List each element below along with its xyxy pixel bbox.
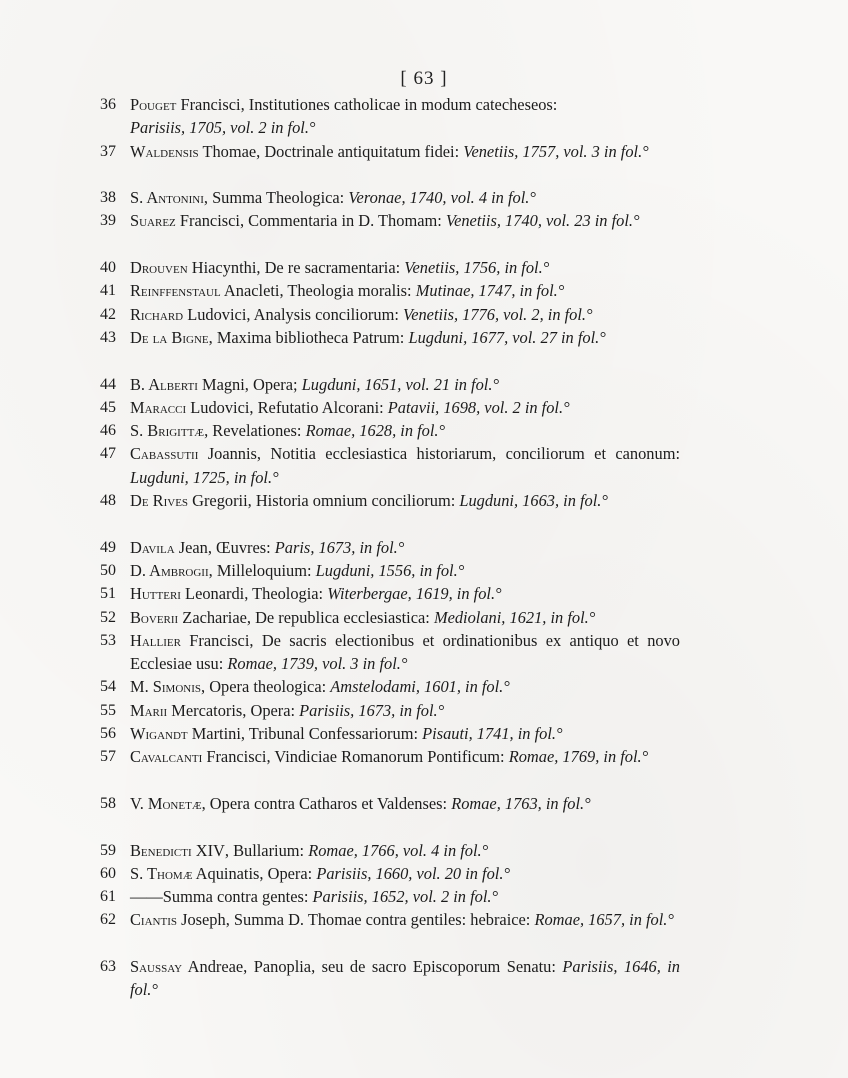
- entry-imprint: Mediolani, 1621, in fol.°: [433, 607, 596, 627]
- entry-imprint: Lugduni, 1651, vol. 21 in fol.°: [301, 374, 500, 394]
- entry-number: 37: [100, 142, 116, 160]
- entry-title: , Opera contra Catharos et Valdenses:: [201, 793, 452, 813]
- entry-imprint: Venetiis, 1740, vol. 23 in fol.°: [445, 211, 640, 231]
- list-item: [100, 722, 680, 745]
- list-item: [100, 862, 680, 885]
- entry-author: Pouget: [130, 95, 177, 114]
- list-item: [100, 699, 680, 722]
- list-item: [100, 559, 680, 582]
- entry-number: 36: [100, 96, 116, 113]
- entry-title: Francisci, Institutiones catholicae in modum catecheseos:: [176, 95, 558, 114]
- entry-imprint: Lugduni, 1556, in fol.°: [315, 560, 465, 580]
- entry-number: 52: [100, 608, 116, 626]
- entry-imprint: Romae, 1769, in fol.°: [508, 747, 649, 767]
- list-item: [100, 606, 680, 629]
- entry-author: De Rives: [130, 491, 189, 511]
- entry-imprint: Lugduni, 1677, vol. 27 in fol.°: [408, 327, 606, 347]
- entry-imprint: Witerbergae, 1619, in fol.°: [327, 584, 502, 604]
- entry-author: Wigandt: [130, 724, 188, 744]
- entry-number: 41: [100, 282, 116, 300]
- entry-author: Richard: [130, 304, 184, 324]
- entry-title: Ludovici, Refutatio Alcorani:: [186, 397, 388, 417]
- entry-imprint: Parisiis, 1646, in fol.°: [130, 956, 680, 1000]
- entry-title: Anacleti, Theologia moralis:: [220, 281, 416, 301]
- entry-number: 54: [100, 678, 116, 696]
- entry-number: 55: [100, 701, 116, 719]
- list-item: [100, 536, 680, 559]
- entry-author: Cavalcanti: [130, 747, 203, 767]
- entry-title: Aquinatis, Opera:: [192, 863, 317, 883]
- entry-title: Martini, Tribunal Confessariorum:: [187, 724, 423, 744]
- entry-author: V. Monetæ: [130, 793, 202, 813]
- list-item: [100, 140, 680, 187]
- entry-author: Boverii: [130, 607, 179, 627]
- entry-author: M. Simonis: [130, 677, 201, 697]
- entry-number: 45: [100, 398, 116, 416]
- entry-title: Francisci, Commentaria in D. Thomam:: [175, 211, 446, 231]
- list-item: [100, 373, 680, 396]
- entry-title: Ludovici, Analysis conciliorum:: [183, 304, 403, 324]
- list-item: [100, 839, 680, 862]
- bibliography-list: [100, 93, 680, 1002]
- entry-title: Gregorii, Historia omnium conciliorum:: [188, 491, 460, 511]
- list-item: [100, 955, 680, 1002]
- entry-title: Thomae, Doctrinale antiquitatum fidei:: [198, 141, 464, 161]
- entry-author: Saussay: [130, 956, 183, 976]
- entry-author: D. Ambrogii: [130, 560, 209, 580]
- entry-title: Francisci, Vindiciae Romanorum Pontificum:: [202, 747, 509, 767]
- entry-imprint: Patavii, 1698, vol. 2 in fol.°: [387, 397, 570, 417]
- list-item: [100, 489, 680, 536]
- entry-title: Francisci, De sacris electionibus et ordinationibus ex antiquo et novo Ecclesiae usu:: [130, 630, 680, 674]
- entry-author: S. Antonini: [130, 188, 204, 208]
- entry-imprint: Veronae, 1740, vol. 4 in fol.°: [348, 188, 536, 208]
- list-item: [100, 186, 680, 209]
- entry-title: , Opera theologica:: [201, 677, 331, 697]
- entry-number: 59: [100, 841, 116, 859]
- entry-imprint: Mutinae, 1747, in fol.°: [415, 281, 565, 301]
- page-number: [ 63 ]: [400, 68, 448, 89]
- entry-author: S. Thomæ: [130, 863, 193, 883]
- entry-author: Davila: [130, 537, 175, 557]
- entry-title: , Revelationes:: [204, 421, 306, 441]
- list-item: [100, 93, 680, 140]
- list-item: [100, 209, 680, 256]
- entry-author: Drouven: [130, 258, 188, 278]
- entry-imprint: Romae, 1766, vol. 4 in fol.°: [308, 840, 489, 860]
- entry-imprint: Romae, 1628, in fol.°: [305, 421, 446, 441]
- list-item: [100, 256, 680, 279]
- entry-number: 44: [100, 375, 116, 393]
- entry-number: 42: [100, 305, 116, 323]
- entry-title: Jean, Œuvres:: [174, 537, 275, 557]
- entry-author: Waldensis: [130, 141, 199, 161]
- entry-number: 61: [100, 888, 116, 906]
- entry-title: , Summa Theologica:: [203, 188, 349, 208]
- entry-number: 60: [100, 864, 116, 882]
- list-item: [100, 396, 680, 419]
- entry-imprint: Parisiis, 1673, in fol.°: [299, 700, 445, 720]
- entry-number: 49: [100, 538, 116, 556]
- entry-number: 48: [100, 492, 116, 510]
- list-item: [100, 745, 680, 792]
- entry-number: 43: [100, 328, 116, 346]
- entry-imprint: Parisiis, 1660, vol. 20 in fol.°: [316, 863, 510, 883]
- entry-title: ——Summa contra gentes:: [130, 887, 313, 907]
- entry-title: , Maxima bibliotheca Patrum:: [208, 327, 409, 347]
- entry-number: 51: [100, 585, 116, 603]
- entry-number: 53: [100, 631, 116, 649]
- entry-title: Hiacynthi, De re sacramentaria:: [187, 258, 405, 278]
- entry-imprint: Venetiis, 1757, vol. 3 in fol.°: [463, 141, 649, 161]
- entry-title: Mercatoris, Opera:: [167, 700, 300, 720]
- entry-imprint: Parisiis, 1705, vol. 2 in fol.°: [130, 118, 316, 138]
- entry-title: Joannis, Notitia ecclesiastica historiarum, conciliorum et canonum:: [198, 444, 680, 464]
- entry-number: 40: [100, 259, 116, 277]
- entry-number: 46: [100, 422, 116, 440]
- list-item: [100, 442, 680, 489]
- entry-imprint: Parisiis, 1652, vol. 2 in fol.°: [312, 887, 499, 907]
- entry-author: Suarez: [130, 211, 176, 231]
- entry-number: 38: [100, 189, 116, 207]
- entry-title: Leonardi, Theologia:: [180, 584, 328, 604]
- entry-imprint: Venetiis, 1776, vol. 2, in fol.°: [403, 304, 593, 324]
- entry-author: Maracci: [130, 397, 187, 417]
- entry-author: Ciantis: [130, 910, 177, 930]
- entry-number: 50: [100, 561, 116, 579]
- list-item: [100, 326, 680, 373]
- entry-author: Reinffenstaul: [130, 281, 221, 301]
- entry-title: Zachariae, De republica ecclesiastica:: [178, 607, 434, 627]
- list-item: [100, 792, 680, 839]
- list-item: [100, 582, 680, 605]
- entry-number: 47: [100, 445, 116, 463]
- entry-author: Hallier: [130, 630, 181, 650]
- entry-imprint: Lugduni, 1663, in fol.°: [459, 491, 608, 511]
- list-item: [100, 908, 680, 955]
- list-item: [100, 419, 680, 442]
- entry-imprint: Pisauti, 1741, in fol.°: [422, 724, 563, 744]
- list-item: [100, 885, 680, 908]
- entry-imprint: Lugduni, 1725, in fol.°: [130, 467, 279, 487]
- entry-imprint: Romae, 1739, vol. 3 in fol.°: [227, 654, 408, 674]
- entry-imprint: Venetiis, 1756, in fol.°: [404, 258, 550, 278]
- entry-author: Hutteri: [130, 584, 181, 604]
- entry-author: S. Brigittæ: [130, 421, 205, 441]
- entry-imprint: Romae, 1763, in fol.°: [451, 793, 591, 813]
- entry-author: Benedicti XIV: [130, 840, 225, 860]
- entry-number: 62: [100, 911, 116, 929]
- entry-title: Andreae, Panoplia, seu de sacro Episcoporum Senatu:: [182, 956, 563, 976]
- entry-author: Cabassutii: [130, 444, 199, 464]
- entry-imprint: Paris, 1673, in fol.°: [274, 537, 405, 557]
- entry-author: B. Alberti: [130, 374, 198, 394]
- entry-number: 56: [100, 725, 116, 743]
- list-item: [100, 629, 680, 676]
- entry-author: Marii: [130, 700, 168, 720]
- entry-number: 39: [100, 212, 116, 230]
- entry-imprint: Romae, 1657, in fol.°: [534, 910, 674, 930]
- list-item: [100, 675, 680, 698]
- entry-author: De la Bigne: [130, 327, 209, 347]
- list-item: [100, 279, 680, 302]
- entry-title: Joseph, Summa D. Thomae contra gentiles: hebraice:: [176, 910, 535, 930]
- entry-number: 58: [100, 794, 116, 812]
- entry-title: Magni, Opera;: [197, 374, 302, 394]
- entry-number: 63: [100, 957, 116, 975]
- entry-number: 57: [100, 748, 116, 766]
- entry-imprint: Amstelodami, 1601, in fol.°: [330, 677, 510, 697]
- entry-title: , Bullarium:: [224, 840, 309, 860]
- list-item: [100, 303, 680, 326]
- entry-title: , Milleloquium:: [208, 560, 316, 580]
